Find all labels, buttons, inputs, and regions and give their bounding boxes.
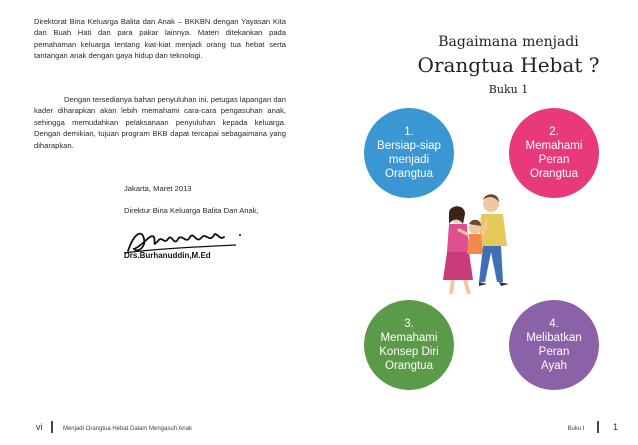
topic-line: Orangtua — [530, 168, 578, 180]
topic-line: Orangtua — [385, 360, 433, 372]
right-page-number: 1 — [612, 422, 618, 432]
right-footer-text: Buku I — [567, 426, 585, 432]
topic-circle-4 — [509, 300, 599, 390]
topic-line: Bersiap-siap — [377, 140, 441, 152]
topic-line: Memahami — [380, 332, 438, 344]
topic-number: 1. — [404, 126, 414, 138]
page-title: Orangtua Hebat ? — [417, 53, 600, 77]
topic-line: menjadi — [388, 154, 430, 166]
right-page — [319, 0, 638, 445]
topic-line: Melibatkan — [526, 332, 582, 344]
date-line: Jakarta, Maret 2013 — [124, 184, 192, 193]
left-page-number: vi — [36, 422, 43, 432]
signer-name: Drs.Burhanuddin,M.Ed — [124, 251, 211, 260]
right-footer — [568, 421, 619, 433]
topic-number: 4. — [549, 318, 559, 330]
topic-circle-1 — [364, 108, 454, 198]
topic-circle-3 — [364, 300, 454, 390]
family-illustration — [429, 190, 529, 300]
left-footer — [36, 421, 192, 433]
topic-number: 3. — [404, 318, 414, 330]
topic-line: Peran — [538, 154, 570, 166]
topic-line: Ayah — [540, 360, 567, 372]
topic-line: Memahami — [525, 140, 583, 152]
topic-line: Peran — [538, 346, 570, 358]
topic-circle-2 — [509, 108, 599, 198]
topic-number: 2. — [549, 126, 559, 138]
left-footer-text: Menjadi Orangtua Hebat Dalam Mengasuh Anak — [62, 426, 193, 432]
book-label: Buku 1 — [488, 83, 529, 96]
footer-divider — [51, 421, 53, 433]
topic-line: Orangtua — [385, 168, 433, 180]
intro-paragraph-1: Direktorat Bina Keluarga Balita dan Anak – BKKBN dengan Yayasan Kita dan Buah Hati dan para pakar lainnya. Materi ditekankan pada pemahaman keluarga tentang kiat-kiat menjadi orang tua hebat serta tantangan anak dengan gaya hidup dan teknologi. — [34, 17, 286, 61]
page-subtitle: Bagaimana menjadi — [438, 34, 579, 50]
signer-title: Direktur Bina Keluarga Balita Dan Anak, — [124, 206, 259, 215]
intro-paragraph-2: Dengan tersedianya bahan penyuluhan ini, petugas lapangan dan kader diharapkan akan lebih memahami cara-cara pengasuhan anak, sehingga memudahkan pelaksanaan penyuluhan kepada keluarga. Dengan demikian, tujuan program BKB dapat tercapai sebagaimana yang diharapkan. — [34, 95, 286, 150]
topic-line: Konsep Diri — [379, 346, 439, 358]
footer-divider — [597, 421, 599, 433]
